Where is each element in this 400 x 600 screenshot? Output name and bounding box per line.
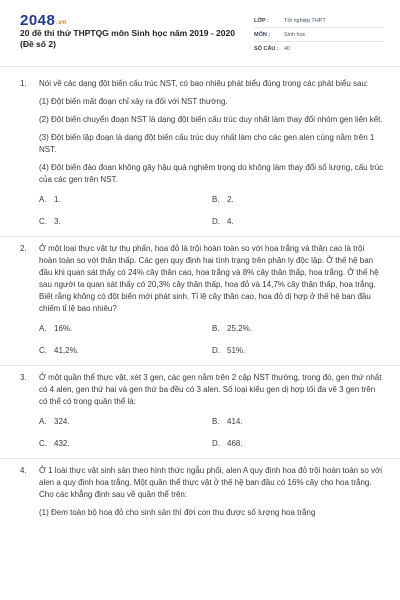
- question-1: [0, 72, 400, 228]
- option-letter: C.: [39, 439, 47, 448]
- option-c[interactable]: [39, 216, 212, 228]
- option-letter: A.: [39, 417, 47, 426]
- question-stem: [39, 372, 384, 408]
- option-text: 51%.: [227, 346, 246, 355]
- option-d[interactable]: [212, 438, 382, 450]
- question-stem: [39, 243, 384, 315]
- option-letter: B.: [212, 195, 220, 204]
- option-letter: B.: [212, 417, 220, 426]
- questions-list: [0, 72, 400, 525]
- option-letter: B.: [212, 324, 220, 333]
- document-title: 20 đề thi thử THPTQG môn Sinh học năm 2019 - 2020 (Đề số 2): [20, 28, 235, 49]
- stem-paragraph: Ở một quần thể thực vật, xét 3 gen, các gen nằm trên 2 cặp NST thường, trong đó, gen thứ nhất có 4 alen, gen thứ hai và gen thứ ba đều có 3 alen. Số loại kiểu gen dị hợp tối đa về 3 gen trên có thể có trong quần thể là:: [39, 373, 382, 406]
- question-3: [0, 366, 400, 450]
- stem-paragraph: (4) Đột biến đảo đoạn không gây hậu quả nghiêm trọng do không làm thay đổi số lượng, cấu trúc của các gen trên NST.: [39, 163, 384, 184]
- meta-label: LỚP :: [254, 17, 269, 24]
- option-letter: D.: [212, 439, 220, 448]
- logo-text: 2048: [20, 12, 56, 29]
- option-d[interactable]: [212, 345, 382, 357]
- meta-row-count: [254, 42, 384, 55]
- question-number: 3.: [20, 373, 27, 382]
- option-a[interactable]: [39, 194, 212, 206]
- question-number: 4.: [20, 466, 27, 475]
- option-text: 324.: [54, 417, 70, 426]
- option-b[interactable]: [212, 194, 382, 206]
- option-text: 1.: [54, 195, 61, 204]
- header: [0, 0, 400, 66]
- site-logo[interactable]: [20, 12, 67, 29]
- option-a[interactable]: [39, 416, 212, 428]
- meta-label: MÔN :: [254, 31, 271, 38]
- answer-options: [39, 194, 384, 228]
- option-c[interactable]: [39, 345, 212, 357]
- option-text: 4.: [227, 217, 234, 226]
- document-meta: [254, 14, 384, 55]
- logo-suffix: .vn: [56, 20, 67, 26]
- stem-paragraph: (3) Đột biến lặp đoạn là dạng đột biến cấu trúc duy nhất làm cho các gen alen cùng nằm trên 1 NST.: [39, 133, 375, 154]
- answer-options: [39, 323, 384, 357]
- question-stem: [39, 465, 384, 519]
- header-divider: [0, 66, 400, 67]
- option-b[interactable]: [212, 416, 382, 428]
- option-b[interactable]: [212, 323, 382, 335]
- option-letter: D.: [212, 217, 220, 226]
- option-letter: A.: [39, 195, 47, 204]
- stem-paragraph: (2) Đột biến chuyển đoạn NST là dạng đột biến cấu trúc duy nhất làm thay đổi nhóm gen liên kết.: [39, 115, 383, 124]
- stem-paragraph: Ở một loại thực vật tự thụ phấn, hoa đỏ là trội hoàn toàn so với hoa trắng và thân cao là trội hoàn toàn so với thân thấp. Các gen quy định hai tính trạng trên phân ly độc lập. Ở thế hệ ban đầu khi quan sát thấy có 24% cây thân cao, hoa trắng và 8% cây thân thấp, hoa trắng. Ở thế hệ sau người ta quan sát thấy có 20,3% cây thân thấp, hoa đỏ và 14,7% cây thân thấp, hoa trắng. Biết rằng không có đột biến mới phát sinh. Tỉ lệ cây thân cao, hoa đỏ dị hợp ở thế hệ ban đầu chiếm tỉ lệ bao nhiêu?: [39, 244, 379, 313]
- meta-value: Sinh học: [284, 31, 306, 38]
- question-number: 2.: [20, 244, 27, 253]
- option-text: 414.: [227, 417, 243, 426]
- option-text: 432.: [54, 439, 70, 448]
- question-4: [0, 459, 400, 519]
- question-2: [0, 237, 400, 357]
- stem-paragraph: (1) Đột biến mất đoạn chỉ xảy ra đối với NST thường.: [39, 97, 228, 106]
- stem-paragraph: Nói về các dạng đột biến cấu trúc NST, có bao nhiêu phát biểu đúng trong các phát biểu sau:: [39, 79, 369, 88]
- option-text: 2.: [227, 195, 234, 204]
- stem-paragraph: Ở 1 loài thực vật sinh sản theo hình thức ngẫu phối, alen A quy định hoa đỏ trội hoàn toàn so với alen a quy định hoa trắng. Một quần thể thực vật ở thế hệ ban đầu có 16% cây cho hoa trắng. Cho các khẳng định sau về quần thể trên:: [39, 466, 383, 499]
- option-letter: C.: [39, 217, 47, 226]
- question-stem: [39, 78, 384, 186]
- meta-label: SỐ CÂU :: [254, 45, 279, 52]
- meta-value: 40: [284, 45, 291, 52]
- option-a[interactable]: [39, 323, 212, 335]
- question-number: 1.: [20, 79, 27, 88]
- option-c[interactable]: [39, 438, 212, 450]
- option-letter: C.: [39, 346, 47, 355]
- option-text: 41,2%.: [54, 346, 79, 355]
- option-text: 468.: [227, 439, 243, 448]
- option-letter: A.: [39, 324, 47, 333]
- option-letter: D.: [212, 346, 220, 355]
- option-text: 3.: [54, 217, 61, 226]
- meta-row-class: [254, 14, 384, 28]
- stem-paragraph: (1) Đem toàn bộ hoa đỏ cho sinh sản thì đời con thu được số lượng hoa trắng: [39, 508, 316, 517]
- answer-options: [39, 416, 384, 450]
- option-text: 25,2%.: [227, 324, 252, 333]
- option-d[interactable]: [212, 216, 382, 228]
- meta-row-subject: [254, 28, 384, 42]
- option-text: 16%.: [54, 324, 73, 333]
- meta-value: Tốt nghiệp THPT: [284, 17, 326, 24]
